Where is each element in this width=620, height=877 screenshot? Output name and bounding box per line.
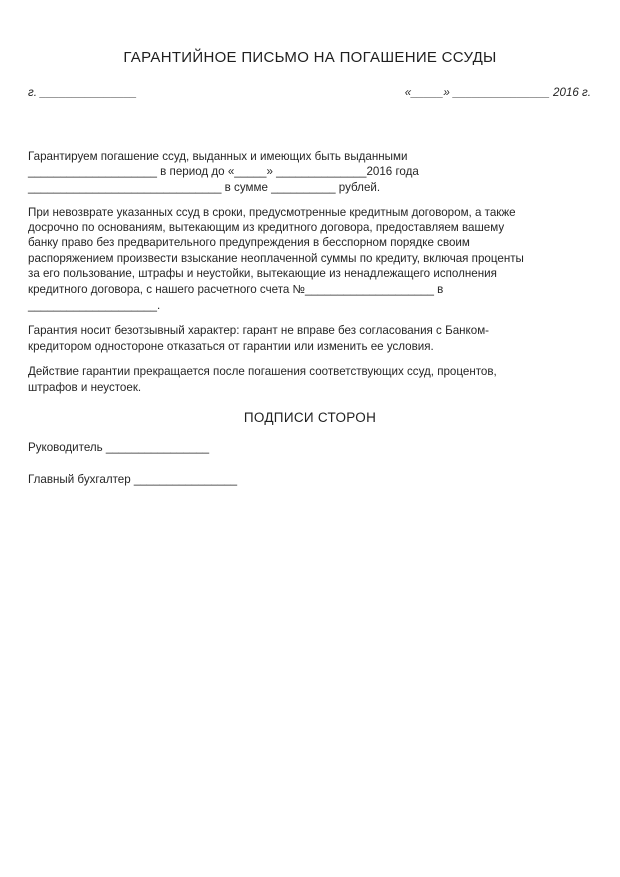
paragraph-line: банку право без предварительного предупреждения в бесспорном порядке своим xyxy=(28,236,470,249)
paragraph-line: штрафов и неустоек. xyxy=(28,381,142,394)
place-line: г. _______________ xyxy=(28,86,137,99)
accountant-signature-line: Главный бухгалтер ________________ xyxy=(28,473,238,486)
paragraph-line: кредитного договора, с нашего расчетного счета №____________________ в xyxy=(28,283,444,296)
paragraph-line: досрочно по основаниям, вытекающим из кредитного договора, предоставляем вашему xyxy=(28,221,505,234)
signatures-title: ПОДПИСИ СТОРОН xyxy=(243,410,377,425)
paragraph-line: Гарантируем погашение ссуд, выданных и имеющих быть выданными xyxy=(28,150,408,163)
date-line: «_____» _______________ 2016 г. xyxy=(404,86,591,99)
paragraph-line: Действие гарантии прекращается после погашения соответствующих ссуд, процентов, xyxy=(28,365,497,378)
paragraph-line: ____________________. xyxy=(28,299,161,312)
paragraph-line: кредитором одностороне отказаться от гарантии или изменить ее условия. xyxy=(28,340,434,353)
director-signature-line: Руководитель ________________ xyxy=(28,441,210,454)
paragraph-line: Гарантия носит безотзывный характер: гарант не вправе без согласования с Банком- xyxy=(28,324,490,337)
paragraph-line: ____________________ в период до «_____» ______________2016 года xyxy=(28,165,419,178)
paragraph-line: При невозврате указанных ссуд в сроки, предусмотренные кредитным договором, а также xyxy=(28,206,516,219)
document-title: ГАРАНТИЙНОЕ ПИСЬМО НА ПОГАШЕНИЕ ССУДЫ xyxy=(123,49,497,66)
paragraph-line: распоряжением произвести взыскание неоплаченной суммы по кредиту, включая проценты xyxy=(28,252,524,265)
paragraph-line: за его пользование, штрафы и неустойки, вытекающие из ненадлежащего исполнения xyxy=(28,267,497,280)
paragraph-line: ______________________________ в сумме __________ рублей. xyxy=(28,181,381,194)
